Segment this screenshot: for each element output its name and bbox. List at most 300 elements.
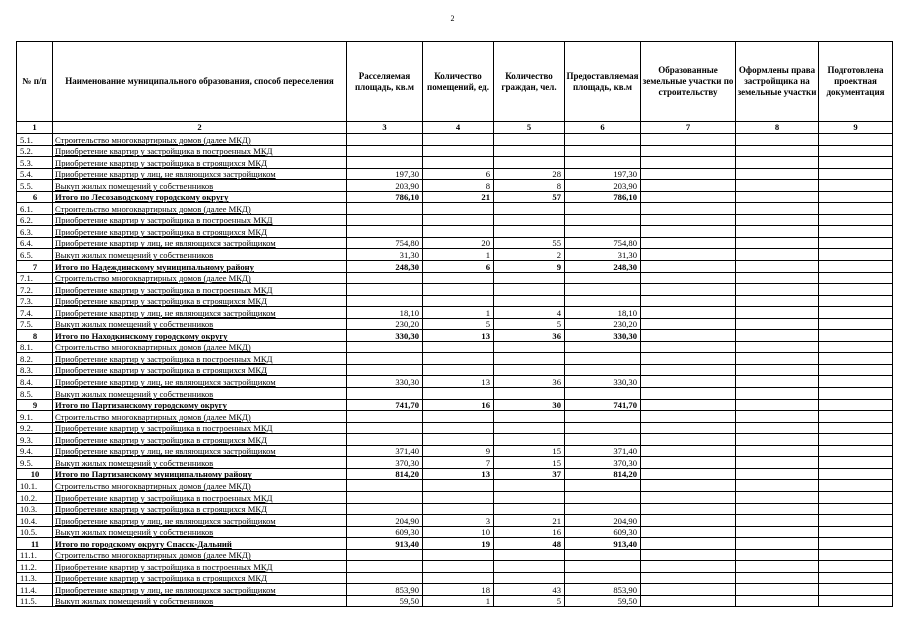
cell-rights <box>736 353 819 365</box>
cell-given-area <box>565 549 641 561</box>
cell-rights <box>736 226 819 238</box>
cell-project-docs <box>819 526 893 538</box>
row-name: Итого по Партизанскому городскому округу <box>53 399 347 411</box>
row-name: Строительство многоквартирных домов (далее МКД) <box>53 411 347 423</box>
cell-people <box>494 272 565 284</box>
cell-rooms <box>423 214 494 226</box>
table-row <box>17 526 893 538</box>
cell-given-area: 203,90 <box>565 180 641 192</box>
total-row <box>17 330 893 342</box>
cell-project-docs <box>819 261 893 273</box>
cell-given-area: 853,90 <box>565 584 641 596</box>
row-name: Приобретение квартир у застройщика в построенных МКД <box>53 491 347 503</box>
cell-land-plots <box>641 214 736 226</box>
cell-area: 609,30 <box>347 526 423 538</box>
row-number: 9.3. <box>17 434 53 446</box>
cell-area: 31,30 <box>347 249 423 261</box>
cell-people <box>494 434 565 446</box>
cell-area <box>347 549 423 561</box>
cell-given-area <box>565 353 641 365</box>
table-row <box>17 411 893 423</box>
cell-project-docs <box>819 284 893 296</box>
row-name: Выкуп жилых помещений у собственников <box>53 318 347 330</box>
cell-rooms: 1 <box>423 595 494 607</box>
cell-people: 43 <box>494 584 565 596</box>
cell-land-plots <box>641 491 736 503</box>
row-name: Строительство многоквартирных домов (далее МКД) <box>53 203 347 215</box>
cell-rights <box>736 307 819 319</box>
table-row <box>17 353 893 365</box>
cell-land-plots <box>641 572 736 584</box>
table-row <box>17 249 893 261</box>
cell-rooms <box>423 434 494 446</box>
cell-land-plots <box>641 226 736 238</box>
cell-land-plots <box>641 261 736 273</box>
table-row <box>17 584 893 596</box>
col-number: 7 <box>641 122 736 134</box>
cell-given-area <box>565 203 641 215</box>
row-number: 7 <box>17 261 53 273</box>
cell-rooms <box>423 503 494 515</box>
cell-area <box>347 388 423 400</box>
cell-given-area: 330,30 <box>565 376 641 388</box>
cell-rooms: 6 <box>423 261 494 273</box>
cell-rooms: 3 <box>423 515 494 527</box>
row-number: 6.2. <box>17 214 53 226</box>
col-number: 9 <box>819 122 893 134</box>
row-name: Приобретение квартир у застройщика в построенных МКД <box>53 353 347 365</box>
col-number: 3 <box>347 122 423 134</box>
cell-given-area <box>565 411 641 423</box>
cell-rooms: 20 <box>423 237 494 249</box>
cell-given-area: 370,30 <box>565 457 641 469</box>
cell-people: 9 <box>494 261 565 273</box>
cell-people <box>494 491 565 503</box>
cell-people: 5 <box>494 595 565 607</box>
row-name: Выкуп жилых помещений у собственников <box>53 457 347 469</box>
cell-people: 2 <box>494 249 565 261</box>
row-number: 10.2. <box>17 491 53 503</box>
cell-rights <box>736 295 819 307</box>
cell-project-docs <box>819 538 893 550</box>
cell-rooms: 6 <box>423 168 494 180</box>
row-name: Итого по Находкинскому городскому округу <box>53 330 347 342</box>
cell-project-docs <box>819 341 893 353</box>
cell-land-plots <box>641 595 736 607</box>
table-row <box>17 422 893 434</box>
cell-rooms <box>423 422 494 434</box>
cell-area: 913,40 <box>347 538 423 550</box>
cell-area: 59,50 <box>347 595 423 607</box>
cell-land-plots <box>641 399 736 411</box>
row-name: Выкуп жилых помещений у собственников <box>53 249 347 261</box>
row-number: 5.4. <box>17 168 53 180</box>
table-row <box>17 445 893 457</box>
row-name: Приобретение квартир у застройщика в построенных МКД <box>53 214 347 226</box>
row-number: 6.3. <box>17 226 53 238</box>
cell-land-plots <box>641 434 736 446</box>
cell-area: 203,90 <box>347 180 423 192</box>
cell-rooms <box>423 341 494 353</box>
cell-people <box>494 561 565 573</box>
col-header-given-area: Предоставляемая площадь, кв.м <box>565 42 641 122</box>
table-row <box>17 180 893 192</box>
cell-given-area: 754,80 <box>565 237 641 249</box>
cell-given-area: 248,30 <box>565 261 641 273</box>
col-header-name: Наименование муниципального образования, способ переселения <box>53 42 347 122</box>
cell-people <box>494 341 565 353</box>
row-name: Итого по городскому округу Спасск-Дальний <box>53 538 347 550</box>
cell-rights <box>736 538 819 550</box>
cell-rooms: 1 <box>423 249 494 261</box>
cell-people <box>494 145 565 157</box>
cell-project-docs <box>819 549 893 561</box>
cell-rights <box>736 237 819 249</box>
cell-rights <box>736 157 819 169</box>
cell-given-area <box>565 214 641 226</box>
cell-land-plots <box>641 480 736 492</box>
cell-project-docs <box>819 214 893 226</box>
row-name: Приобретение квартир у застройщика в строящихся МКД <box>53 295 347 307</box>
row-name: Приобретение квартир у застройщика в строящихся МКД <box>53 226 347 238</box>
row-number: 11.2. <box>17 561 53 573</box>
cell-area: 814,20 <box>347 468 423 480</box>
cell-given-area: 230,20 <box>565 318 641 330</box>
cell-rights <box>736 364 819 376</box>
cell-area: 741,70 <box>347 399 423 411</box>
cell-given-area <box>565 272 641 284</box>
cell-given-area: 330,30 <box>565 330 641 342</box>
row-name: Строительство многоквартирных домов (далее МКД) <box>53 480 347 492</box>
cell-area <box>347 284 423 296</box>
row-number: 5.2. <box>17 145 53 157</box>
cell-people: 15 <box>494 457 565 469</box>
cell-given-area <box>565 145 641 157</box>
row-name: Приобретение квартир у лиц, не являющихся застройщиком <box>53 445 347 457</box>
cell-given-area: 59,50 <box>565 595 641 607</box>
table-row <box>17 549 893 561</box>
cell-project-docs <box>819 318 893 330</box>
cell-area <box>347 364 423 376</box>
col-number: 4 <box>423 122 494 134</box>
row-name: Итого по Надеждинскому муниципальному району <box>53 261 347 273</box>
row-number: 9.1. <box>17 411 53 423</box>
table-row <box>17 457 893 469</box>
cell-land-plots <box>641 411 736 423</box>
cell-area <box>347 480 423 492</box>
cell-rooms: 13 <box>423 376 494 388</box>
cell-rights <box>736 318 819 330</box>
cell-people <box>494 157 565 169</box>
row-number: 6.4. <box>17 237 53 249</box>
cell-project-docs <box>819 353 893 365</box>
row-name: Выкуп жилых помещений у собственников <box>53 180 347 192</box>
cell-people: 30 <box>494 399 565 411</box>
cell-people: 36 <box>494 330 565 342</box>
col-number: 2 <box>53 122 347 134</box>
cell-people <box>494 284 565 296</box>
cell-people <box>494 480 565 492</box>
cell-given-area <box>565 572 641 584</box>
cell-area: 204,90 <box>347 515 423 527</box>
col-header-rights: Оформлены права застройщика на земельные участки <box>736 42 819 122</box>
table-row <box>17 364 893 376</box>
cell-project-docs <box>819 457 893 469</box>
row-number: 5.5. <box>17 180 53 192</box>
cell-rights <box>736 330 819 342</box>
table-row <box>17 134 893 146</box>
cell-rooms <box>423 549 494 561</box>
header-row <box>17 42 893 122</box>
cell-rights <box>736 549 819 561</box>
cell-area: 754,80 <box>347 237 423 249</box>
cell-rooms <box>423 134 494 146</box>
cell-given-area: 371,40 <box>565 445 641 457</box>
row-number: 10 <box>17 468 53 480</box>
cell-rights <box>736 191 819 203</box>
cell-rooms: 1 <box>423 307 494 319</box>
cell-rights <box>736 284 819 296</box>
cell-area <box>347 134 423 146</box>
cell-area <box>347 434 423 446</box>
cell-land-plots <box>641 388 736 400</box>
cell-given-area <box>565 491 641 503</box>
cell-given-area <box>565 434 641 446</box>
row-name: Приобретение квартир у лиц, не являющихся застройщиком <box>53 584 347 596</box>
cell-people <box>494 422 565 434</box>
table-row <box>17 284 893 296</box>
cell-rights <box>736 341 819 353</box>
col-header-area: Расселяемая площадь, кв.м <box>347 42 423 122</box>
cell-area <box>347 503 423 515</box>
cell-project-docs <box>819 157 893 169</box>
cell-people <box>494 364 565 376</box>
cell-project-docs <box>819 434 893 446</box>
col-number: 8 <box>736 122 819 134</box>
cell-people: 21 <box>494 515 565 527</box>
cell-land-plots <box>641 538 736 550</box>
cell-project-docs <box>819 307 893 319</box>
cell-area: 371,40 <box>347 445 423 457</box>
cell-given-area: 197,30 <box>565 168 641 180</box>
cell-rooms <box>423 203 494 215</box>
col-number: 6 <box>565 122 641 134</box>
cell-project-docs <box>819 237 893 249</box>
table-row <box>17 307 893 319</box>
row-name: Приобретение квартир у застройщика в строящихся МКД <box>53 364 347 376</box>
row-name: Итого по Лесозаводскому городскому округу <box>53 191 347 203</box>
cell-people: 37 <box>494 468 565 480</box>
row-name: Выкуп жилых помещений у собственников <box>53 526 347 538</box>
row-name: Приобретение квартир у лиц, не являющихся застройщиком <box>53 515 347 527</box>
cell-rights <box>736 515 819 527</box>
total-row <box>17 399 893 411</box>
cell-people: 16 <box>494 526 565 538</box>
cell-people <box>494 549 565 561</box>
row-number: 8 <box>17 330 53 342</box>
cell-land-plots <box>641 353 736 365</box>
total-row <box>17 538 893 550</box>
col-header-rooms: Количество помещений, ед. <box>423 42 494 122</box>
cell-rooms <box>423 145 494 157</box>
cell-people <box>494 134 565 146</box>
cell-people: 55 <box>494 237 565 249</box>
cell-rooms: 13 <box>423 468 494 480</box>
row-number: 7.4. <box>17 307 53 319</box>
cell-area: 370,30 <box>347 457 423 469</box>
cell-given-area: 204,90 <box>565 515 641 527</box>
cell-area <box>347 561 423 573</box>
row-number: 5.3. <box>17 157 53 169</box>
cell-rights <box>736 180 819 192</box>
cell-rights <box>736 168 819 180</box>
cell-project-docs <box>819 249 893 261</box>
col-number: 5 <box>494 122 565 134</box>
cell-given-area <box>565 341 641 353</box>
row-number: 11.4. <box>17 584 53 596</box>
table-row <box>17 157 893 169</box>
table-row <box>17 595 893 607</box>
cell-area <box>347 226 423 238</box>
cell-project-docs <box>819 203 893 215</box>
cell-area <box>347 353 423 365</box>
cell-land-plots <box>641 376 736 388</box>
row-name: Приобретение квартир у застройщика в построенных МКД <box>53 422 347 434</box>
row-number: 9.2. <box>17 422 53 434</box>
cell-rooms <box>423 272 494 284</box>
cell-area <box>347 411 423 423</box>
col-header-people: Количество граждан, чел. <box>494 42 565 122</box>
cell-given-area <box>565 295 641 307</box>
cell-given-area: 741,70 <box>565 399 641 411</box>
cell-area <box>347 145 423 157</box>
row-name: Приобретение квартир у застройщика в строящихся МКД <box>53 434 347 446</box>
cell-rooms: 21 <box>423 191 494 203</box>
cell-rights <box>736 491 819 503</box>
cell-project-docs <box>819 572 893 584</box>
cell-project-docs <box>819 330 893 342</box>
row-name: Приобретение квартир у застройщика в строящихся МКД <box>53 572 347 584</box>
cell-rights <box>736 272 819 284</box>
table-row <box>17 295 893 307</box>
cell-rights <box>736 572 819 584</box>
cell-rights <box>736 134 819 146</box>
cell-land-plots <box>641 237 736 249</box>
col-header-number: № п/п <box>17 42 53 122</box>
cell-rights <box>736 468 819 480</box>
row-number: 6.5. <box>17 249 53 261</box>
cell-land-plots <box>641 157 736 169</box>
cell-project-docs <box>819 226 893 238</box>
total-row <box>17 468 893 480</box>
cell-area <box>347 341 423 353</box>
cell-project-docs <box>819 480 893 492</box>
cell-project-docs <box>819 595 893 607</box>
cell-rights <box>736 399 819 411</box>
row-name: Приобретение квартир у застройщика в строящихся МКД <box>53 503 347 515</box>
cell-people: 48 <box>494 538 565 550</box>
row-number: 6.1. <box>17 203 53 215</box>
cell-rooms <box>423 226 494 238</box>
table-row <box>17 376 893 388</box>
cell-rooms: 8 <box>423 180 494 192</box>
cell-rights <box>736 457 819 469</box>
cell-given-area: 31,30 <box>565 249 641 261</box>
cell-project-docs <box>819 180 893 192</box>
cell-land-plots <box>641 561 736 573</box>
table-row <box>17 318 893 330</box>
row-number: 9.4. <box>17 445 53 457</box>
cell-rooms <box>423 388 494 400</box>
table-row <box>17 226 893 238</box>
cell-project-docs <box>819 145 893 157</box>
table-row <box>17 561 893 573</box>
row-number: 8.3. <box>17 364 53 376</box>
cell-given-area <box>565 364 641 376</box>
cell-project-docs <box>819 399 893 411</box>
table-row <box>17 491 893 503</box>
cell-land-plots <box>641 318 736 330</box>
cell-rooms <box>423 572 494 584</box>
row-number: 7.3. <box>17 295 53 307</box>
cell-rooms: 5 <box>423 318 494 330</box>
cell-rights <box>736 526 819 538</box>
cell-land-plots <box>641 584 736 596</box>
cell-people <box>494 226 565 238</box>
row-number: 6 <box>17 191 53 203</box>
row-number: 8.1. <box>17 341 53 353</box>
cell-land-plots <box>641 515 736 527</box>
row-number: 10.5. <box>17 526 53 538</box>
table-row <box>17 434 893 446</box>
cell-area <box>347 295 423 307</box>
cell-land-plots <box>641 330 736 342</box>
cell-rooms <box>423 561 494 573</box>
table-row <box>17 237 893 249</box>
cell-rights <box>736 145 819 157</box>
cell-people: 28 <box>494 168 565 180</box>
row-number: 5.1. <box>17 134 53 146</box>
cell-project-docs <box>819 272 893 284</box>
cell-project-docs <box>819 376 893 388</box>
cell-land-plots <box>641 445 736 457</box>
resettlement-table <box>16 41 893 607</box>
table-row <box>17 145 893 157</box>
cell-area: 197,30 <box>347 168 423 180</box>
table-row <box>17 503 893 515</box>
row-number: 9.5. <box>17 457 53 469</box>
row-name: Выкуп жилых помещений у собственников <box>53 595 347 607</box>
cell-land-plots <box>641 457 736 469</box>
cell-area: 248,30 <box>347 261 423 273</box>
cell-rights <box>736 203 819 215</box>
cell-land-plots <box>641 307 736 319</box>
col-number: 1 <box>17 122 53 134</box>
cell-given-area <box>565 226 641 238</box>
cell-rights <box>736 434 819 446</box>
cell-rooms <box>423 411 494 423</box>
cell-project-docs <box>819 295 893 307</box>
cell-people: 4 <box>494 307 565 319</box>
cell-project-docs <box>819 468 893 480</box>
cell-project-docs <box>819 411 893 423</box>
cell-given-area <box>565 134 641 146</box>
cell-people: 57 <box>494 191 565 203</box>
cell-project-docs <box>819 515 893 527</box>
row-name: Приобретение квартир у лиц, не являющихся застройщиком <box>53 376 347 388</box>
row-name: Приобретение квартир у застройщика в построенных МКД <box>53 561 347 573</box>
cell-land-plots <box>641 341 736 353</box>
